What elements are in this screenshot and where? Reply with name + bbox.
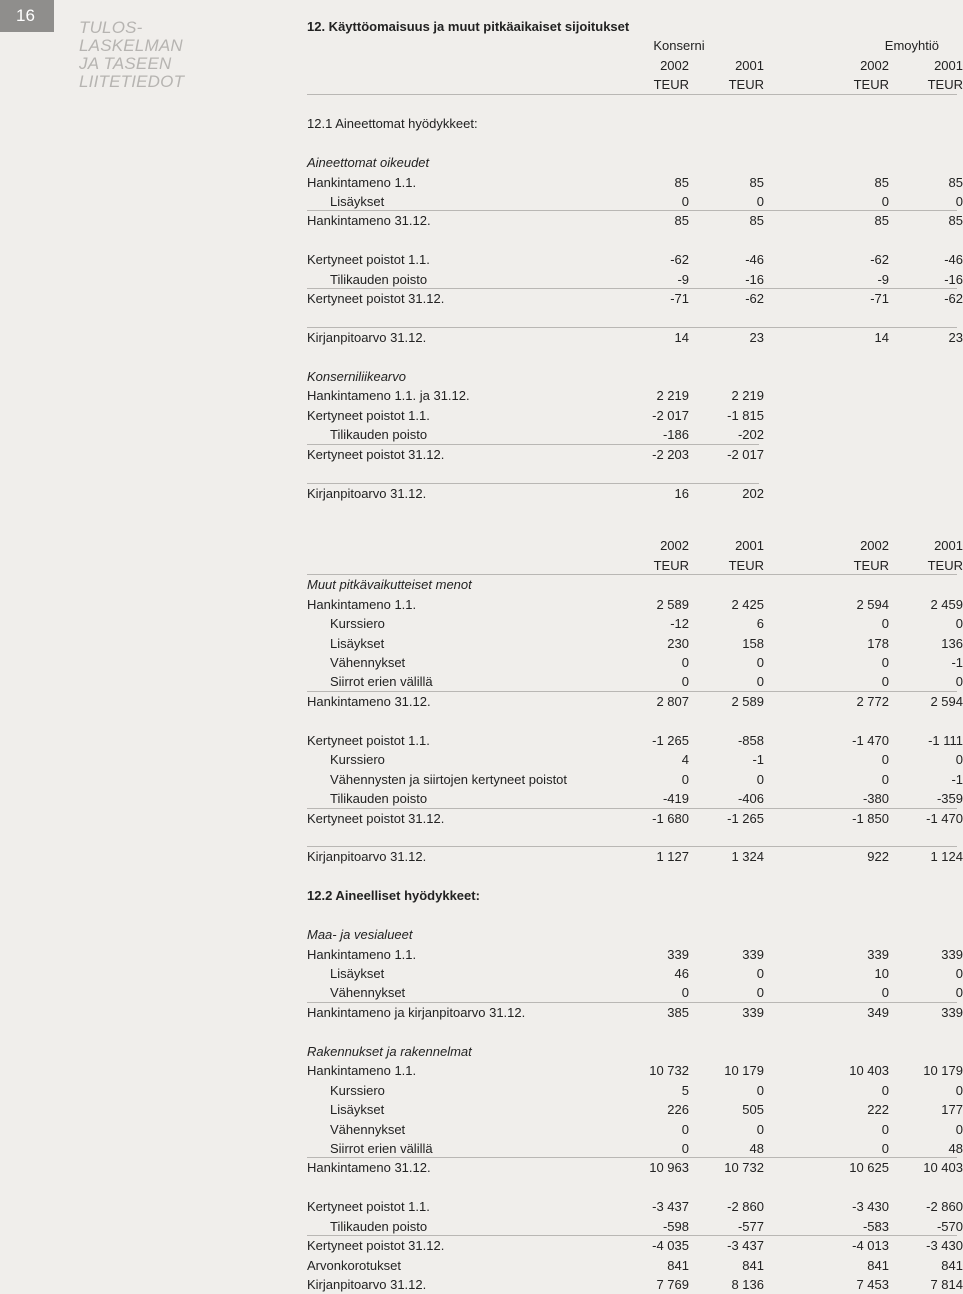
cell-value: 2 219	[656, 388, 689, 404]
cell-value: 2 772	[856, 693, 889, 709]
cell-value: 0	[681, 771, 689, 787]
cell-value: 0	[881, 771, 889, 787]
cell-value: -1 111	[928, 732, 963, 748]
cell-value: 0	[955, 966, 963, 981]
cell-value: 10 179	[724, 1063, 764, 1079]
group-konserni: Konserni	[653, 38, 705, 54]
cell-value: 0	[756, 674, 764, 690]
cell-value: -419	[662, 791, 689, 807]
cell-value: 841	[742, 1257, 764, 1273]
row-label: Arvonkorotukset	[307, 1257, 401, 1273]
cell-value: -16	[944, 271, 963, 287]
row-label: Hankintameno 31.12.	[307, 213, 431, 229]
spacer-row	[307, 828, 957, 847]
row-label: Hankintameno ja kirjanpitoarvo 31.12.	[307, 1004, 526, 1020]
cell-value: 85	[874, 213, 889, 229]
table-row	[307, 173, 963, 192]
row-label: Kurssiero	[330, 752, 385, 768]
row-label: 12.1 Aineettomat hyödykkeet:	[307, 116, 478, 132]
cell-value: -62	[870, 252, 889, 268]
cell-value: 2001	[735, 57, 764, 73]
cell-value: -202	[737, 427, 764, 443]
cell-value: TEUR	[653, 77, 689, 93]
cell-value: 2002	[860, 57, 889, 73]
spacer-row	[307, 231, 957, 250]
cell-value: 0	[955, 752, 963, 768]
cell-value: -858	[737, 732, 764, 748]
cell-value: 0	[756, 985, 764, 1001]
cell-value: -186	[662, 427, 689, 443]
cell-value: -583	[862, 1218, 889, 1234]
cell-value: 2 219	[731, 388, 764, 404]
cell-value: 202	[742, 485, 764, 501]
table-row	[307, 1061, 963, 1080]
table-row	[307, 770, 963, 789]
row-label: Lisäykset	[330, 635, 385, 651]
category-title	[307, 575, 957, 594]
cell-value: -1 680	[652, 810, 689, 826]
table-row	[307, 964, 963, 983]
cell-value: 85	[874, 174, 889, 190]
row-label: Tilikauden poisto	[330, 791, 428, 807]
row-label: Kertyneet poistot 1.1.	[307, 407, 430, 423]
side-title-line: LIITETIEDOT	[79, 72, 185, 91]
row-label: Kurssiero	[330, 1082, 385, 1098]
cell-value: -1 470	[926, 810, 963, 826]
cell-value: 349	[867, 1004, 889, 1020]
cell-value: -1 265	[727, 810, 764, 826]
cell-value: 7 453	[856, 1277, 889, 1292]
table-row	[307, 328, 963, 347]
cell-value: 0	[881, 1121, 889, 1137]
cell-value: 0	[681, 1121, 689, 1137]
row-label: Hankintameno 31.12.	[307, 1160, 431, 1176]
section-heading	[307, 17, 957, 36]
cell-value: TEUR	[728, 557, 764, 573]
side-title-line: TULOS-	[79, 18, 143, 37]
row-label: Rakennukset ja rakennelmat	[307, 1043, 472, 1059]
cell-value: 10 403	[923, 1160, 963, 1176]
table-row	[307, 386, 957, 405]
cell-value: 1 124	[930, 849, 963, 865]
cell-value: 0	[881, 752, 889, 768]
row-label: Vähennykset	[330, 1121, 406, 1137]
row-label: Vähennysten ja siirtojen kertyneet poistot	[330, 771, 568, 787]
cell-value: 0	[756, 193, 764, 209]
cell-value: 10 732	[724, 1160, 764, 1176]
cell-value: 48	[749, 1140, 764, 1156]
cell-value: 339	[667, 946, 689, 962]
table-row	[307, 653, 963, 672]
side-title-line: LASKELMAN	[79, 36, 183, 55]
cell-value: 0	[881, 616, 889, 632]
cell-value: -9	[677, 271, 689, 287]
cell-value: 0	[681, 655, 689, 670]
spacer-row	[307, 503, 957, 522]
cell-value: 2 594	[930, 693, 963, 709]
row-label: Kirjanpitoarvo 31.12.	[307, 1277, 427, 1292]
cell-value: 0	[881, 1140, 889, 1156]
cell-value: -1	[951, 771, 963, 787]
spacer-row	[307, 134, 957, 153]
row-label: Hankintameno 1.1.	[307, 174, 417, 190]
spacer-row	[307, 464, 957, 483]
table-row	[307, 692, 963, 711]
row-label: Kertyneet poistot 1.1.	[307, 252, 430, 268]
category-title	[307, 1042, 957, 1061]
cell-value: 0	[955, 674, 963, 690]
spacer-row	[307, 1178, 957, 1197]
cell-value: 0	[681, 985, 689, 1001]
row-label: Lisäykset	[330, 1102, 385, 1118]
cell-value: 85	[749, 213, 764, 229]
spacer-row	[307, 906, 957, 925]
cell-value: 2001	[735, 538, 764, 554]
cell-value: 10 625	[849, 1160, 889, 1176]
cell-value: 10 403	[849, 1063, 889, 1079]
cell-value: 505	[742, 1102, 764, 1118]
cell-value: 222	[867, 1102, 889, 1118]
spacer-row	[307, 711, 957, 730]
row-label: Hankintameno 31.12.	[307, 693, 431, 709]
cell-value: 178	[867, 635, 889, 651]
spacer-row	[307, 867, 957, 886]
row-label: Hankintameno 1.1.	[307, 596, 417, 612]
row-label: Kertyneet poistot 31.12.	[307, 291, 445, 307]
group-emoyhtio: Emoyhtiö	[884, 38, 939, 54]
cell-value: -3 437	[727, 1238, 764, 1254]
cell-value: 922	[867, 849, 889, 865]
row-label: Kirjanpitoarvo 31.12.	[307, 485, 427, 501]
table-row	[307, 211, 963, 230]
cell-value: 85	[674, 213, 689, 229]
row-label: Kertyneet poistot 1.1.	[307, 1199, 430, 1215]
unit-row	[307, 75, 963, 94]
cell-value: 136	[941, 635, 963, 651]
row-label: Vähennykset	[330, 985, 406, 1001]
cell-value: 2 807	[656, 693, 689, 709]
cell-value: 0	[681, 193, 689, 209]
cell-value: 85	[749, 174, 764, 190]
cell-value: 0	[756, 1121, 764, 1137]
row-label: Kertyneet poistot 31.12.	[307, 446, 445, 462]
cell-value: -62	[944, 291, 963, 307]
table-row	[307, 672, 963, 691]
table-row	[307, 1158, 963, 1177]
cell-value: 0	[955, 1121, 963, 1137]
cell-value: 841	[667, 1257, 689, 1273]
cell-value: 2 589	[656, 596, 689, 612]
table-row	[307, 731, 963, 750]
cell-value: 339	[941, 946, 963, 962]
table-row	[307, 945, 963, 964]
cell-value: 85	[948, 174, 963, 190]
row-label: Maa- ja vesialueet	[307, 927, 413, 943]
cell-value: 158	[742, 635, 764, 651]
row-label: Kurssiero	[330, 616, 385, 632]
cell-value: -570	[936, 1218, 963, 1234]
cell-value: -3 430	[926, 1238, 963, 1254]
cell-value: 385	[667, 1004, 689, 1020]
category-title	[307, 367, 957, 386]
table-row	[307, 1197, 963, 1216]
subsection-heading	[307, 114, 957, 133]
cell-value: 10 963	[649, 1160, 689, 1176]
cell-value: TEUR	[853, 77, 889, 93]
cell-value: 10 732	[649, 1063, 689, 1079]
cell-value: -1	[752, 752, 764, 768]
row-label: Muut pitkävaikutteiset menot	[307, 577, 472, 593]
cell-value: 0	[756, 1082, 764, 1098]
table-row	[307, 847, 963, 866]
table-row	[307, 634, 963, 653]
category-title	[307, 153, 957, 172]
category-title	[307, 925, 957, 944]
cell-value: -9	[877, 271, 889, 287]
cell-value: 1 127	[656, 849, 689, 865]
cell-value: 14	[674, 330, 689, 345]
table-row	[307, 809, 963, 828]
cell-value: -3 430	[852, 1199, 889, 1215]
table-row	[307, 270, 963, 289]
cell-value: -4 035	[652, 1238, 689, 1254]
row-label: Hankintameno 1.1.	[307, 946, 417, 962]
table-row	[307, 425, 957, 444]
cell-value: 2002	[660, 538, 689, 554]
cell-value: -4 013	[852, 1238, 889, 1254]
cell-value: 2002	[660, 57, 689, 73]
cell-value: 4	[681, 752, 689, 768]
year-row	[307, 56, 963, 75]
row-label: Siirrot erien välillä	[330, 674, 433, 690]
row-label: Lisäykset	[330, 193, 385, 209]
cell-value: 6	[756, 616, 764, 632]
cell-value: 177	[941, 1102, 963, 1118]
table-row	[307, 1081, 963, 1100]
cell-value: 0	[756, 655, 764, 670]
cell-value: TEUR	[927, 557, 963, 573]
cell-value: 226	[667, 1102, 689, 1118]
cell-value: -359	[936, 791, 963, 807]
cell-value: TEUR	[653, 557, 689, 573]
side-title	[79, 19, 184, 91]
cell-value: -2 203	[652, 446, 689, 462]
row-label: Kirjanpitoarvo 31.12.	[307, 330, 427, 345]
table-row	[307, 406, 957, 425]
cell-value: 85	[674, 174, 689, 190]
cell-value: 10 179	[923, 1063, 963, 1079]
cell-value: -62	[670, 252, 689, 268]
cell-value: 2001	[934, 57, 963, 73]
cell-value: 7 814	[930, 1277, 963, 1292]
cell-value: 2 589	[731, 693, 764, 709]
cell-value: 339	[867, 946, 889, 962]
cell-value: 23	[749, 330, 764, 345]
row-label: Kertyneet poistot 1.1.	[307, 732, 430, 748]
cell-value: -71	[870, 291, 889, 307]
table-row	[307, 445, 957, 464]
row-label: Kertyneet poistot 31.12.	[307, 810, 445, 826]
cell-value: 10	[874, 966, 889, 981]
cell-value: -12	[670, 616, 689, 632]
cell-value: 0	[881, 655, 889, 670]
cell-value: 0	[955, 616, 963, 632]
cell-value: 0	[881, 1082, 889, 1098]
cell-value: 14	[874, 330, 889, 345]
page-number: 16	[0, 0, 54, 32]
table-row	[307, 1003, 963, 1022]
row-label: 12.2 Aineelliset hyödykkeet:	[307, 888, 480, 904]
subsection-heading	[307, 886, 957, 905]
cell-value: -62	[745, 291, 764, 307]
cell-value: 85	[948, 213, 963, 229]
cell-value: 0	[681, 1140, 689, 1156]
cell-value: 0	[955, 193, 963, 209]
cell-value: 2 459	[930, 596, 963, 612]
cell-value: 2 594	[856, 596, 889, 612]
table-row	[307, 1100, 963, 1119]
cell-value: -46	[944, 252, 963, 268]
row-label: Hankintameno 1.1.	[307, 1063, 417, 1079]
cell-value: 46	[674, 966, 689, 981]
cell-value: -71	[670, 291, 689, 307]
cell-value: -1 265	[652, 732, 689, 748]
cell-value: 0	[756, 771, 764, 787]
row-label: Kirjanpitoarvo 31.12.	[307, 849, 427, 865]
cell-value: -598	[662, 1218, 689, 1234]
cell-value: 48	[948, 1140, 963, 1156]
spacer-row	[307, 1022, 957, 1041]
cell-value: 5	[681, 1082, 689, 1098]
cell-value: 2 425	[731, 596, 764, 612]
cell-value: 230	[667, 635, 689, 651]
cell-value: 0	[756, 966, 764, 981]
cell-value: TEUR	[927, 77, 963, 93]
cell-value: 841	[941, 1257, 963, 1273]
cell-value: 23	[948, 330, 963, 345]
cell-value: 7 769	[656, 1277, 689, 1292]
cell-value: -1 850	[852, 810, 889, 826]
cell-value: -16	[745, 271, 764, 287]
table-row	[307, 789, 963, 808]
row-label: Kertyneet poistot 31.12.	[307, 1238, 445, 1254]
cell-value: -577	[737, 1218, 764, 1234]
cell-value: -1	[951, 655, 963, 670]
row-label: Siirrot erien välillä	[330, 1140, 433, 1156]
cell-value: -406	[737, 791, 764, 807]
unit-row	[307, 556, 963, 575]
row-label: Lisäykset	[330, 966, 385, 981]
table-row	[307, 1139, 963, 1158]
table-row	[307, 1120, 963, 1139]
row-label: Tilikauden poisto	[330, 427, 428, 443]
cell-value: -2 860	[727, 1199, 764, 1215]
cell-value: 339	[941, 1004, 963, 1020]
table-row	[307, 1217, 963, 1236]
cell-value: -1 815	[727, 407, 764, 423]
row-label: Aineettomat oikeudet	[307, 155, 430, 171]
cell-value: 0	[681, 674, 689, 690]
table-row	[307, 595, 963, 614]
table-row	[307, 750, 963, 769]
row-label: Hankintameno 1.1. ja 31.12.	[307, 388, 470, 404]
cell-value: 0	[881, 985, 889, 1001]
table-row	[307, 289, 963, 308]
cell-value: 1 324	[731, 849, 764, 865]
cell-value: 0	[955, 985, 963, 1001]
cell-value: -2 860	[926, 1199, 963, 1215]
year-row	[307, 536, 963, 555]
cell-value: TEUR	[728, 77, 764, 93]
row-label: Tilikauden poisto	[330, 1218, 428, 1234]
table-row	[307, 1275, 963, 1294]
spacer-row	[307, 309, 957, 328]
spacer-row	[307, 347, 957, 366]
cell-value: 8 136	[731, 1277, 764, 1292]
cell-value: -3 437	[652, 1199, 689, 1215]
table-row	[307, 484, 957, 503]
notes-table	[307, 17, 963, 1294]
cell-value: 0	[955, 1082, 963, 1098]
table-row	[307, 1256, 963, 1275]
cell-value: -380	[862, 791, 889, 807]
cell-value: TEUR	[853, 557, 889, 573]
cell-value: 0	[881, 193, 889, 209]
cell-value: -2 017	[652, 407, 689, 423]
spacer-row	[307, 95, 957, 114]
cell-value: 339	[742, 1004, 764, 1020]
table-row	[307, 983, 963, 1002]
row-label: 12. Käyttöomaisuus ja muut pitkäaikaiset sijoitukset	[307, 19, 630, 34]
row-label: Tilikauden poisto	[330, 271, 428, 287]
table-row	[307, 1236, 963, 1255]
cell-value: 841	[867, 1257, 889, 1273]
cell-value: 16	[674, 485, 689, 501]
row-label: Konserniliikearvo	[307, 368, 406, 384]
cell-value: -2 017	[727, 446, 764, 462]
table-row	[307, 192, 963, 211]
cell-value: 339	[742, 946, 764, 962]
side-title-line: JA TASEEN	[79, 54, 172, 73]
group-header-row	[307, 36, 957, 55]
table-row	[307, 250, 963, 269]
cell-value: -1 470	[852, 732, 889, 748]
cell-value: 2001	[934, 538, 963, 554]
spacer-row	[307, 522, 957, 536]
row-label: Vähennykset	[330, 655, 406, 670]
cell-value: 2002	[860, 538, 889, 554]
cell-value: 0	[881, 674, 889, 690]
table-row	[307, 614, 963, 633]
cell-value: -46	[745, 252, 764, 268]
